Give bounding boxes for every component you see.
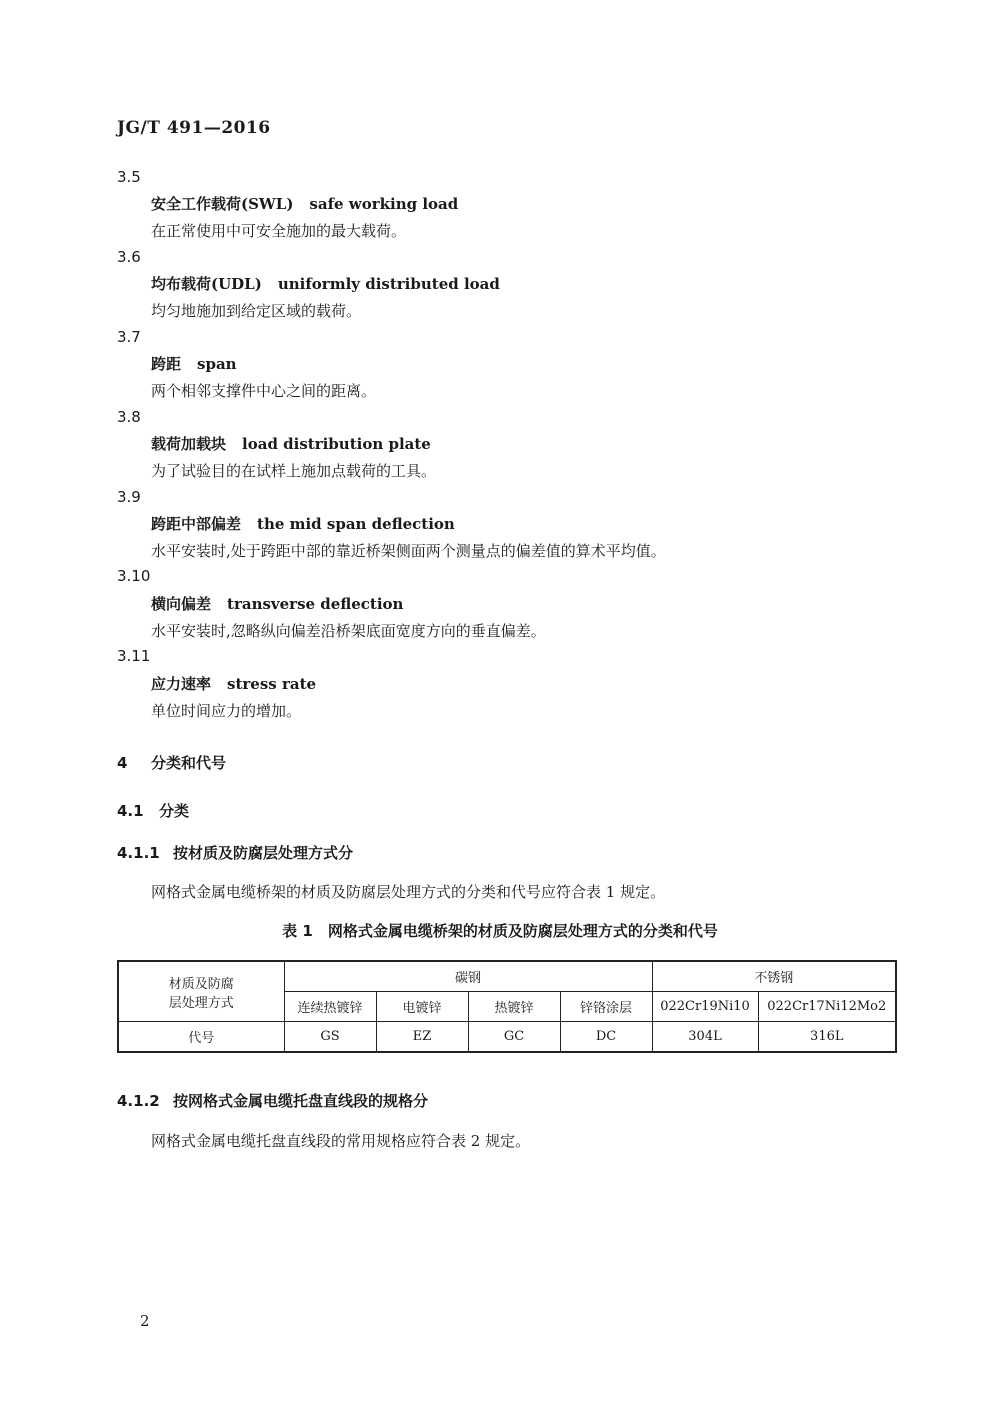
section-heading (117, 1090, 428, 1111)
row-label: 代号 (118, 1022, 284, 1053)
term-title (151, 593, 403, 614)
section-title: 分类 (159, 802, 190, 820)
term-en: span (197, 355, 237, 373)
paragraph: 网格式金属电缆桥架的材质及防腐层处理方式的分类和代号应符合表 1 规定。 (151, 883, 666, 901)
term-title (151, 193, 458, 214)
column-header: 热镀锌 (468, 992, 560, 1022)
term-title (151, 353, 237, 374)
term-en: transverse deflection (227, 595, 404, 613)
term-title (151, 513, 455, 534)
clause-number: 3.6 (117, 248, 141, 266)
term-definition: 水平安装时,处于跨距中部的靠近桥架侧面两个测量点的偏差值的算术平均值。 (151, 542, 666, 560)
section-number: 4.1 (117, 802, 144, 820)
section-heading (117, 752, 226, 773)
column-header: 锌铬涂层 (560, 992, 652, 1022)
term-title (151, 673, 316, 694)
term-en: load distribution plate (242, 435, 431, 453)
term-zh: 横向偏差 (151, 595, 212, 613)
column-header: 连续热镀锌 (284, 992, 376, 1022)
term-definition: 在正常使用中可安全施加的最大载荷。 (151, 222, 407, 240)
clause-number: 3.7 (117, 328, 141, 346)
section-heading (117, 842, 353, 863)
term-en: uniformly distributed load (277, 275, 500, 293)
term-en: stress rate (227, 675, 317, 693)
row-header-line: 材质及防腐 (168, 976, 234, 992)
clause-number: 3.9 (117, 488, 141, 506)
column-header: 电镀锌 (376, 992, 468, 1022)
column-header: 022Cr17Ni12Mo2 (758, 992, 896, 1022)
section-title: 分类和代号 (151, 754, 227, 772)
section-number: 4 (117, 754, 128, 772)
clause-number: 3.5 (117, 168, 141, 186)
term-definition: 均匀地施加到给定区域的载荷。 (151, 302, 362, 320)
term-title (151, 433, 431, 454)
section-heading (117, 800, 189, 821)
column-header: 022Cr19Ni10 (652, 992, 758, 1022)
code-cell: DC (560, 1022, 652, 1053)
term-zh: 应力速率 (151, 675, 212, 693)
code-cell: GS (284, 1022, 376, 1053)
section-title: 按网格式金属电缆托盘直线段的规格分 (173, 1092, 429, 1110)
code-cell: EZ (376, 1022, 468, 1053)
term-title (151, 273, 500, 294)
section-title: 按材质及防腐层处理方式分 (173, 844, 354, 862)
code-cell: 304L (652, 1022, 758, 1053)
group-header-carbon-steel: 碳钢 (284, 961, 652, 992)
term-en: the mid span deflection (257, 515, 455, 533)
row-header-line: 层处理方式 (168, 995, 234, 1011)
term-definition: 两个相邻支撑件中心之间的距离。 (151, 382, 377, 400)
term-definition: 水平安装时,忽略纵向偏差沿桥架底面宽度方向的垂直偏差。 (151, 622, 546, 640)
group-header-stainless-steel: 不锈钢 (652, 961, 896, 992)
term-zh: 跨距 (151, 355, 182, 373)
term-zh: 跨距中部偏差 (151, 515, 242, 533)
classification-table (117, 960, 897, 1053)
term-en: safe working load (309, 195, 459, 213)
term-definition: 单位时间应力的增加。 (151, 702, 302, 720)
table-caption: 表 1 网格式金属电缆桥架的材质及防腐层处理方式的分类和代号 (282, 922, 718, 940)
standard-id: JG/T 491—2016 (117, 118, 271, 138)
code-cell: GC (468, 1022, 560, 1053)
clause-number: 3.11 (117, 647, 151, 665)
term-zh: 均布载荷(UDL) (151, 275, 262, 293)
clause-number: 3.10 (117, 567, 151, 585)
table-row (118, 1022, 896, 1053)
term-definition: 为了试验目的在试样上施加点载荷的工具。 (151, 462, 437, 480)
code-cell: 316L (758, 1022, 896, 1053)
paragraph: 网格式金属电缆托盘直线段的常用规格应符合表 2 规定。 (151, 1132, 531, 1150)
clause-number: 3.8 (117, 408, 141, 426)
section-number: 4.1.2 (117, 1092, 160, 1110)
section-number: 4.1.1 (117, 844, 160, 862)
page-number: 2 (140, 1312, 150, 1330)
table-row-header (118, 961, 284, 1022)
term-zh: 安全工作载荷(SWL) (151, 195, 294, 213)
term-zh: 载荷加载块 (151, 435, 227, 453)
